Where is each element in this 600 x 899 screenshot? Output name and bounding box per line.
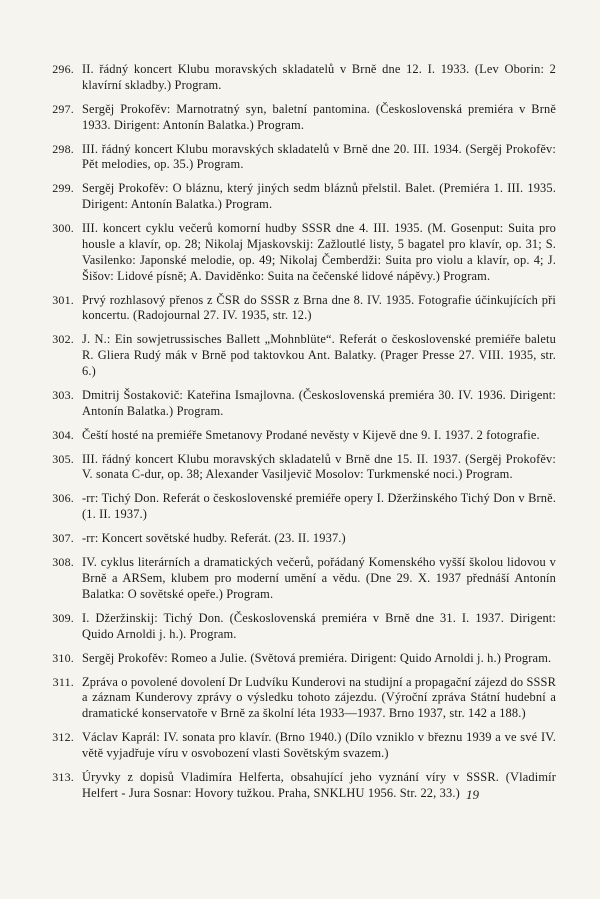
catalog-entry: [34, 452, 556, 484]
entry-text: Dmitrij Šostakovič: Kateřina Ismajlovna. (Československá premiéra 30. IV. 1936. Dirigent: Antonín Balatka.) Program.: [82, 387, 556, 418]
entry-text: Sergěj Prokofěv: O bláznu, který jiných sedm bláznů přelstil. Balet. (Premiéra 1. III. 1935. Dirigent: Antonín Balatka.) Program.: [82, 181, 556, 212]
entry-number: 300.: [52, 221, 74, 236]
catalog-entry: [34, 651, 556, 667]
entry-number: 306.: [52, 491, 74, 506]
catalog-entry: [34, 428, 556, 444]
entry-number: 313.: [52, 769, 74, 784]
entry-number: 298.: [52, 141, 74, 156]
catalog-entries: [34, 62, 556, 810]
entry-number: 303.: [52, 387, 74, 402]
entry-text: -rr: Tichý Don. Referát o československé premiéře opery I. Džeržinského Tichý Don v Brně. (1. II. 1937.): [82, 491, 556, 522]
entry-number: 312.: [52, 730, 74, 745]
entry-text: III. řádný koncert Klubu moravských skladatelů v Brně dne 20. III. 1934. (Sergěj Prokofěv: Pět melodies, op. 35.) Program.: [82, 141, 556, 172]
entry-number: 307.: [52, 531, 74, 546]
entry-text: J. N.: Ein sowjetrussisches Ballett „Mohnblüte“. Referát o československé premiéře baletu R. Gliera Rudý mák v Brně pod taktovkou Ant. Balatky. (Prager Presse 27. VIII. 1935, str. 6.): [82, 332, 556, 378]
catalog-entry: [34, 293, 556, 325]
catalog-entry: [34, 555, 556, 602]
entry-number: 310.: [52, 650, 74, 665]
entry-text: Sergěj Prokofěv: Romeo a Julie. (Světová premiéra. Dirigent: Quido Arnoldi j. h.) Program.: [82, 650, 552, 665]
entry-text: IV. cyklus literárních a dramatických večerů, pořádaný Komenského vyšší školou lidovou v Brně a ARSem, klubem pro moderní umění a vědu. (Dne 29. X. 1937 přednáší Antonín Balatka: O sovětské opeře.) Program.: [82, 555, 556, 601]
entry-text: Zpráva o povolené dovolení Dr Ludvíku Kunderovi na studijní a propagační zájezd do SSSR a záznam Kunderovy zprávy o výsledku tohoto zájezdu. (Výroční zpráva Státní hudební a dramatické konservatoře v Brně za školní léta 1933—1937. Brno 1937, str. 142 a 188.): [82, 674, 556, 721]
entry-number: 305.: [52, 451, 74, 466]
catalog-entry: [34, 181, 556, 213]
catalog-entry: [34, 62, 556, 94]
entry-number: 299.: [52, 181, 74, 196]
entry-number: 297.: [52, 101, 74, 116]
catalog-entry: [34, 531, 556, 547]
catalog-entry: [34, 221, 556, 284]
catalog-entry: [34, 675, 556, 722]
catalog-entry: [34, 102, 556, 134]
catalog-entry: [34, 332, 556, 379]
entry-number: 304.: [52, 427, 74, 442]
catalog-entry: [34, 611, 556, 643]
catalog-entry: [34, 491, 556, 523]
entry-number: 296.: [52, 62, 74, 76]
entry-number: 308.: [52, 555, 74, 570]
entry-number: 301.: [52, 292, 74, 307]
entry-number: 302.: [52, 332, 74, 347]
entry-text: Václav Kaprál: IV. sonata pro klavír. (Brno 1940.) (Dílo vzniklo v březnu 1939 a ve své IV. větě vyjadřuje víru v osvobození vlasti Sovětským svazem.): [82, 730, 556, 760]
entry-text: Čeští hosté na premiéře Smetanovy Prodané nevěsty v Kijevě dne 9. I. 1937. 2 fotografie.: [82, 427, 540, 442]
entry-text: I. Džeržinskij: Tichý Don. (Československá premiéra v Brně dne 31. I. 1937. Dirigent: Quido Arnoldi j. h.). Program.: [82, 610, 556, 641]
entry-text: Prvý rozhlasový přenos z ČSR do SSSR z Brna dne 8. IV. 1935. Fotografie účinkujících při koncertu. (Radojournal 27. IV. 1935, str. 12.): [82, 292, 556, 323]
catalog-entry: [34, 730, 556, 762]
entry-number: 311.: [52, 674, 74, 689]
entry-text: Sergěj Prokofěv: Marnotratný syn, baletní pantomina. (Československá premiéra v Brně 1933. Dirigent: Antonín Balatka.) Program.: [82, 101, 556, 132]
catalog-entry: [34, 142, 556, 174]
entry-text: III. řádný koncert Klubu moravských skladatelů v Brně dne 15. II. 1937. (Sergěj Prokofěv: V. sonata C-dur, op. 38; Alexander Vasiljevič Mosolov: Turkmenské noci.) Program.: [82, 451, 556, 482]
entry-text: III. koncert cyklu večerů komorní hudby SSSR dne 4. III. 1935. (M. Gosenput: Suita pro housle a klavír, op. 28; Nikolaj Mjaskovskij: Zažloutlé listy, 5 bagatel pro klavír, op. 31; S. Vasilenko: Japonské melodie, op. 49; Nikolaj Čemberdži: Suita pro violu a klavír, op. 4; J. Šišov: Lidové písně; A. Daviděnko: Suita na čečenské lidové nápěvy.) Program.: [82, 221, 556, 283]
entry-text: Úryvky z dopisů Vladimíra Helferta, obsahující jeho vyznání víry v SSSR. (Vladimír Helfert - Jura Sosnar: Hovory tužkou. Praha, SNKLHU 1956. Str. 22, 33.): [82, 769, 556, 800]
entry-text: -rr: Koncert sovětské hudby. Referát. (23. II. 1937.): [82, 531, 346, 546]
entry-text: II. řádný koncert Klubu moravských skladatelů v Brně dne 12. I. 1933. (Lev Oborin: 2 klavírní skladby.) Program.: [82, 62, 556, 92]
entry-number: 309.: [52, 610, 74, 625]
catalog-entry: [34, 388, 556, 420]
page-number: 19: [466, 787, 479, 802]
